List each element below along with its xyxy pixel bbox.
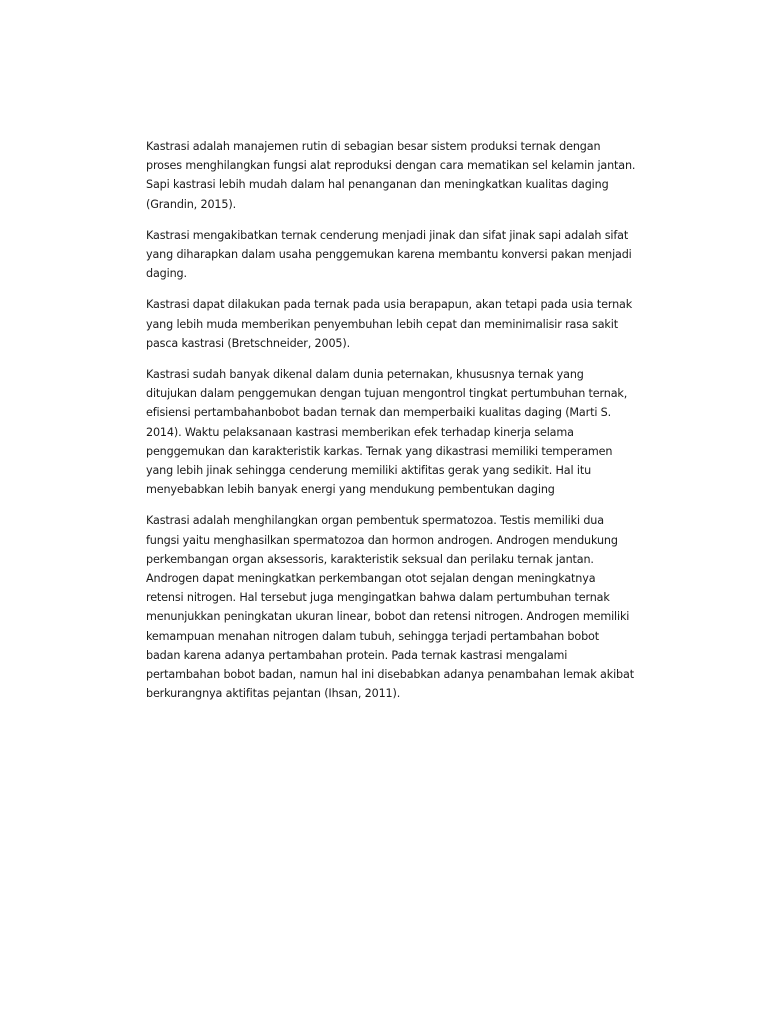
text-line: penggemukan dan karakteristik karkas. Ternak yang dikastrasi memiliki temperamen [146,444,613,458]
text-line: fungsi yaitu menghasilkan spermatozoa dan hormon androgen. Androgen mendukung [146,533,618,547]
paragraph-1 [146,137,646,214]
document-body [146,137,646,715]
paragraph-3 [146,295,646,353]
text-line: ditujukan dalam penggemukan dengan tujuan mengontrol tingkat pertumbuhan ternak, [146,387,628,401]
text-line: retensi nitrogen. Hal tersebut juga mengingatkan bahwa dalam pertumbuhan ternak [146,591,610,605]
text-line: pasca kastrasi (Bretschneider, 2005). [146,336,351,350]
text-line: proses menghilangkan fungsi alat reproduksi dengan cara mematikan sel kelamin jantan. [146,159,636,173]
text-line: yang diharapkan dalam usaha penggemukan karena membantu konversi pakan menjadi [146,248,632,262]
text-line: Kastrasi dapat dilakukan pada ternak pada usia berapapun, akan tetapi pada usia ternak [146,298,633,312]
text-line: yang lebih muda memberikan penyembuhan lebih cepat dan meminimalisir rasa sakit [146,317,618,331]
text-line: Androgen dapat meningkatkan perkembangan otot sejalan dengan meningkatnya [146,572,596,586]
text-line: kemampuan menahan nitrogen dalam tubuh, sehingga terjadi pertambahan bobot [146,629,599,643]
text-line: yang lebih jinak sehingga cenderung memiliki aktifitas gerak yang sedikit. Hal itu [146,464,592,478]
text-line: Kastrasi mengakibatkan ternak cenderung menjadi jinak dan sifat jinak sapi adalah sifat [146,228,629,242]
text-line: Kastrasi adalah manajemen rutin di sebagian besar sistem produksi ternak dengan [146,140,601,153]
paragraph-5 [146,511,646,703]
text-line: perkembangan organ aksessoris, karakteristik seksual dan perilaku ternak jantan. [146,552,594,566]
text-line: berkurangnya aktifitas pejantan (Ihsan, 2011). [146,687,401,701]
paragraph-4 [146,365,646,499]
text-line: badan karena adanya pertambahan protein. Pada ternak kastrasi mengalami [146,648,568,662]
text-line: Kastrasi adalah menghilangkan organ pembentuk spermatozoa. Testis memiliki dua [146,514,604,528]
paragraph-2 [146,226,646,284]
text-line: 2014). Waktu pelaksanaan kastrasi memberikan efek terhadap kinerja selama [146,425,574,439]
text-line: menunjukkan peningkatan ukuran linear, bobot dan retensi nitrogen. Androgen memiliki [146,610,630,624]
text-line: Sapi kastrasi lebih mudah dalam hal penanganan dan meningkatkan kualitas daging [146,178,609,192]
text-line: efisiensi pertambahanbobot badan ternak dan memperbaiki kualitas daging (Marti S. [146,406,612,420]
text-line: (Grandin, 2015). [146,197,236,211]
text-line: Kastrasi sudah banyak dikenal dalam dunia peternakan, khususnya ternak yang [146,368,584,382]
text-line: pertambahan bobot badan, namun hal ini disebabkan adanya penambahan lemak akibat [146,668,634,682]
text-line: menyebabkan lebih banyak energi yang mendukung pembentukan daging [146,483,555,497]
text-line: daging. [146,267,187,281]
